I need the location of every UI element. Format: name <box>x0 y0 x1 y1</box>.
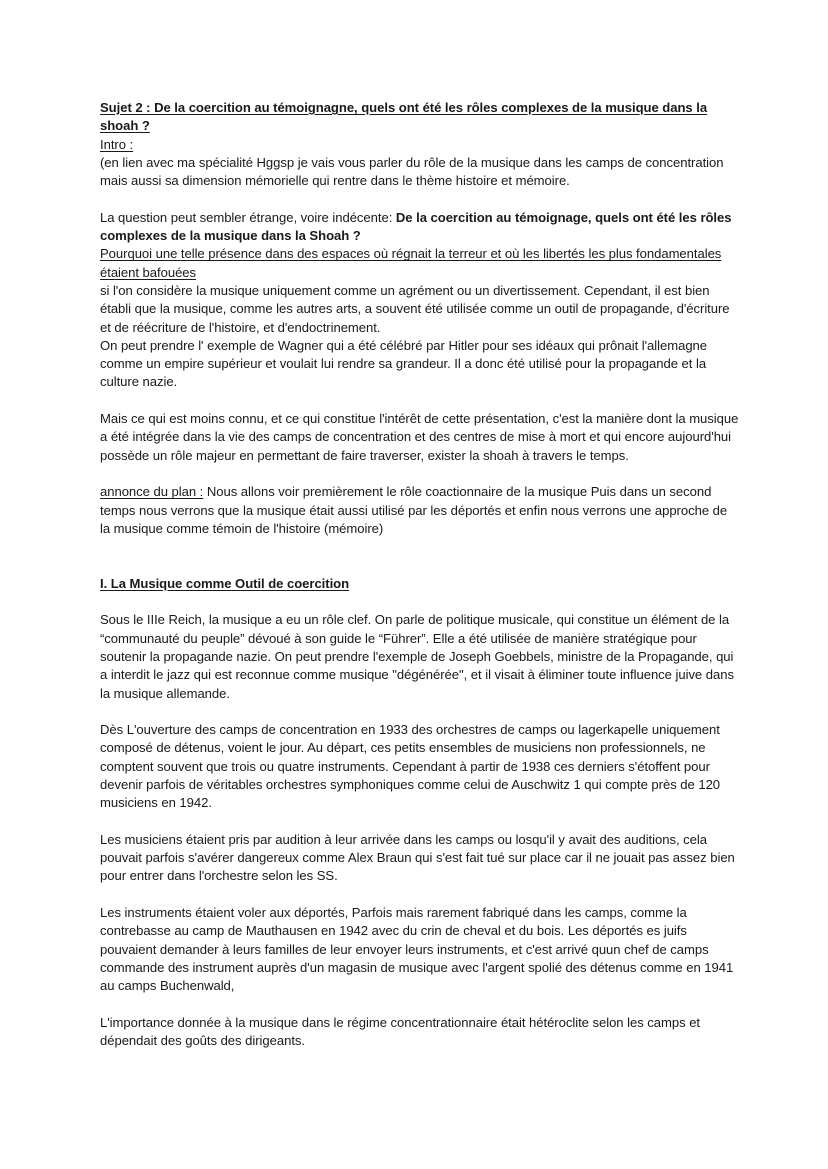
section-paragraph: L'importance donnée à la musique dans le régime concentrationnaire était hétéroclite selon les camps et dépendait des goûts des dirigeants. <box>100 1014 701 1049</box>
spacer <box>100 703 740 721</box>
plan-paragraph <box>100 483 740 538</box>
plan-text: Nous allons voir premièrement le rôle coactionnaire de la musique Puis dans un second temps nous verrons que la musique était aussi utilisé par les déportés et enfin nous verrons une approche de la musique comme témoin de l'histoire (mémoire) <box>100 484 728 536</box>
document-title: Sujet 2 : De la coercition au témoignagne, quels ont été les rôles complexes de la musique dans la shoah ? <box>100 100 708 134</box>
intro-context: (en lien avec ma spécialité Hggsp je vais vous parler du rôle de la musique dans les camps de concentration mais aussi sa dimension mémorielle qui rentre dans le thème histoire et mémoire. <box>100 154 724 189</box>
interest-paragraph: Mais ce qui est moins connu, et ce qui constitue l'intérêt de cette présentation, c'est la manière dont la musique a été intégrée dans la vie des camps de concentration et des centres de mise à mort et qui encore aujourd'hui possède un rôle majeur en permettant de faire traverser, exister la shoah à travers le temps. <box>100 411 739 463</box>
spacer <box>100 593 740 611</box>
plan-label: annonce du plan : <box>100 484 204 500</box>
section-paragraph: Dès L'ouverture des camps de concentration en 1933 des orchestres de camps ou lagerkapelle uniquement composé de détenus, voient le jour. Au départ, ces petits ensembles de musiciens non professionnels, ne comptent souvent que trois ou quatre instruments. Cependant à partir de 1938 ces derniers s'étoffent pour devenir parfois de véritables orchestres symphoniques comme celui de Auschwitz 1 qui compte près de 120 musiciens en 1942. <box>100 722 721 811</box>
wagner-paragraph: On peut prendre l' exemple de Wagner qui a été célébré par Hitler pour ses idéaux qui prônait l'allemagne comme un empire supérieur et voulait lui rendre sa grandeur. Il a donc été utilisé pour la propagande et la culture nazie. <box>100 337 708 390</box>
question-underlined: Pourquoi une telle présence dans des espaces où régnait la terreur et où les libertés les plus fondamentales étaient bafouées <box>100 246 722 280</box>
question-rest: si l'on considère la musique uniquement comme un agrément ou un divertissement. Cependant, il est bien établi que la musique, comme les autres arts, a souvent été utilisée comme un outil de propagande, d'écriture et de réécriture de l'histoire, et d'endoctrinement. <box>100 282 730 335</box>
spacer <box>100 538 740 575</box>
spacer <box>100 813 740 831</box>
spacer <box>100 465 740 483</box>
question-bold: De la coercition au témoignage, quels ont été les rôles complexes de la musique dans la Shoah ? <box>100 209 732 244</box>
question-lead: La question peut sembler étrange, voire indécente: <box>100 209 396 225</box>
spacer <box>100 190 740 208</box>
spacer <box>100 886 740 904</box>
question-paragraph <box>100 209 740 246</box>
spacer <box>100 996 740 1014</box>
document-page <box>100 99 740 1050</box>
section-paragraph: Les musiciens étaient pris par audition à leur arrivée dans les camps ou losqu'il y avait des auditions, cela pouvait parfois s'avérer dangereux comme Alex Braun qui s'est fait tué sur place car il ne jouait pas assez bien pour entrer dans l'orchestre selon les SS. <box>100 831 735 884</box>
spacer <box>100 392 740 410</box>
intro-label: Intro : <box>100 136 134 152</box>
section-paragraph: Sous le IIIe Reich, la musique a eu un rôle clef. On parle de politique musicale, qui constitue un élément de la “communauté du peuple” dévoué à son guide le “Führer”. Elle a été utilisée de manière stratégique pour soutenir la propagande nazie. On peut prendre l'exemple de Joseph Goebbels, ministre de la Propagande, qui a interdit le jazz qui est reconnue comme musique "dégénérée", et il visait à éliminer toute influence juive dans la musique allemande. <box>100 612 734 701</box>
section-paragraph: Les instruments étaient voler aux déportés, Parfois mais rarement fabriqué dans les camps, comme la contrebasse au camp de Mauthausen en 1942 avec du crin de cheval et du bois. Les déportés es juifs pouvaient demander à leurs familles de leur envoyer leurs instruments, et c'est arrivé quun chef de camps commande des instrument auprès d'un magasin de musique avec l'argent spolié des détenus comme en 1941 au camps Buchenwald, <box>100 905 734 994</box>
section-heading: I. La Musique comme Outil de coercition <box>100 575 350 591</box>
